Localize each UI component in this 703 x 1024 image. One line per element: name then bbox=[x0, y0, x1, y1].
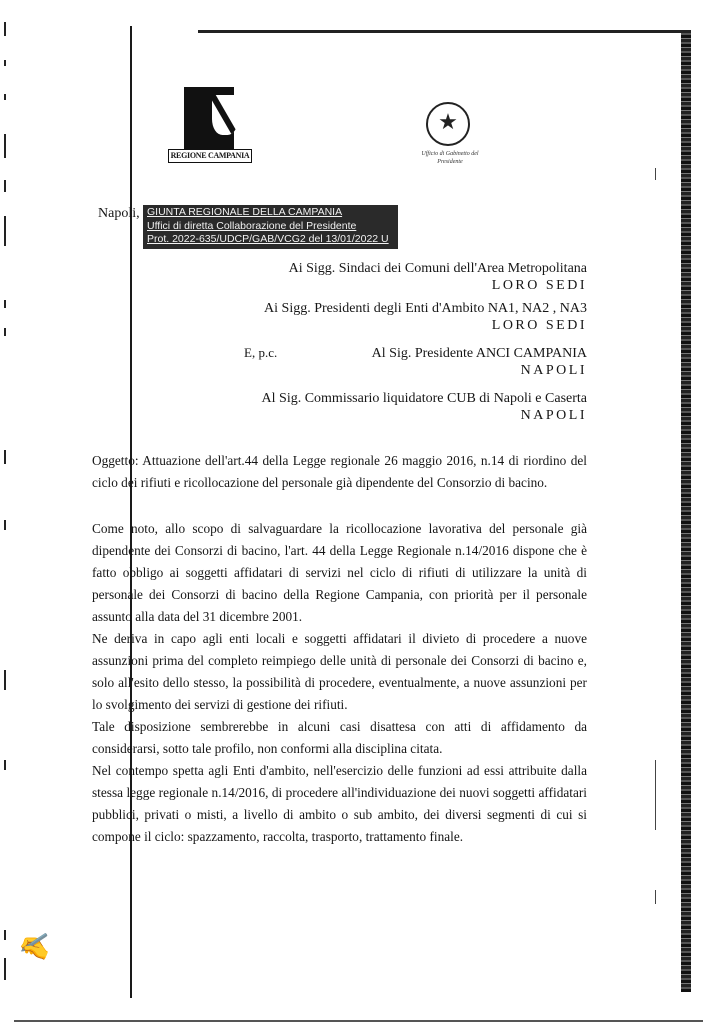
scan-edge-mark bbox=[4, 760, 6, 770]
recipient-location: LORO SEDI bbox=[491, 318, 587, 333]
paragraph: Ne deriva in capo agli enti locali e soggetti affidatari il divieto di procedere a nuove assunzioni prima del completo reimpiego delle unità di personale dei Consorzi di bacino e, solo all'esito dello stesso, la possibilità di procedere, eventualmente, a nuove assunzioni per lo svolgimento dei servizi di gestione dei rifiuti. bbox=[92, 631, 587, 712]
protocol-stamp bbox=[143, 205, 398, 249]
recipient-name: Ai Sigg. Presidenti degli Enti d'Ambito NA1, NA2 , NA3 bbox=[264, 301, 587, 316]
recipient-block bbox=[289, 260, 587, 294]
regione-campania-logo bbox=[168, 87, 250, 169]
recipient-location: LORO SEDI bbox=[491, 278, 587, 293]
scan-right-border bbox=[681, 30, 691, 992]
recipient-name: Al Sig. Commissario liquidatore CUB di Napoli e Caserta bbox=[261, 391, 587, 406]
cc-label: E, p.c. bbox=[244, 345, 278, 360]
scan-edge-mark bbox=[4, 450, 6, 464]
scan-top-border bbox=[198, 30, 691, 33]
place-label: Napoli, bbox=[98, 206, 140, 221]
scan-edge-mark bbox=[4, 670, 6, 690]
recipient-name: Ai Sigg. Sindaci dei Comuni dell'Area Metropolitana bbox=[288, 261, 587, 276]
subject bbox=[92, 450, 587, 494]
scan-edge-mark bbox=[4, 180, 6, 192]
scan-edge-mark bbox=[4, 520, 6, 530]
scan-edge-mark bbox=[4, 930, 6, 940]
logo-label: REGIONE CAMPANIA bbox=[168, 149, 252, 163]
stamp-line-2: Uffici di diretta Collaborazione del Presidente bbox=[147, 219, 357, 232]
emblem-caption: Ufficio di Gabinetto del Presidente bbox=[421, 151, 479, 165]
paragraph: Tale disposizione sembrerebbe in alcuni casi disattesa con atti di affidamento da considerarsi, sotto tale profilo, non conformi alla disciplina citata. bbox=[92, 719, 587, 756]
recipient-block bbox=[264, 300, 587, 334]
recipient-location: NAPOLI bbox=[520, 363, 587, 378]
scan-edge-mark bbox=[4, 134, 6, 158]
paragraph: Nel contempo spetta agli Enti d'ambito, nell'esercizio delle funzioni ad essi attribuite dalla stessa legge regionale n.14/2016, di procedere all'individuazione dei nuovi soggetti affidatari pubblici, privati o misti, a livello di ambito o sub ambito, dei diversi segmenti di cui si compone il ciclo: spazzamento, raccolta, trasporto, trattamento finale. bbox=[92, 763, 587, 844]
scan-edge-mark bbox=[4, 328, 6, 336]
scan-edge-mark bbox=[4, 216, 6, 246]
scan-bottom-line bbox=[14, 1020, 703, 1022]
recipient-name: Al Sig. Presidente ANCI CAMPANIA bbox=[371, 346, 587, 361]
scan-edge-mark bbox=[4, 60, 6, 66]
letter-body bbox=[92, 518, 587, 848]
scan-right-mark bbox=[655, 168, 656, 180]
italian-republic-emblem-icon: ★ bbox=[426, 102, 470, 146]
scan-edge-mark bbox=[4, 958, 6, 980]
scan-edge-mark bbox=[4, 300, 6, 308]
signature-initials-icon: ✍ bbox=[16, 925, 57, 964]
scan-vertical-line bbox=[130, 26, 132, 998]
scan-right-mark bbox=[655, 890, 656, 904]
coat-of-arms-icon bbox=[184, 87, 234, 149]
stamp-line-1: GIUNTA REGIONALE DELLA CAMPANIA bbox=[147, 206, 343, 218]
subject-text: Oggetto: Attuazione dell'art.44 della Legge regionale 26 maggio 2016, n.14 di riordino del ciclo dei rifiuti e ricollocazione del personale già dipendente del Consorzio di bacino. bbox=[92, 453, 587, 490]
stamp-line-3: Prot. 2022-635/UDCP/GAB/VCG2 del 13/01/2022 U bbox=[147, 233, 389, 245]
recipient-block bbox=[262, 390, 587, 424]
recipient-location: NAPOLI bbox=[520, 408, 587, 423]
scan-edge-mark bbox=[4, 22, 6, 36]
scan-right-mark bbox=[655, 760, 656, 830]
recipient-block bbox=[372, 345, 587, 379]
paragraph: Come noto, allo scopo di salvaguardare la ricollocazione lavorativa del personale già dipendente dei Consorzi di bacino, l'art. 44 della Legge Regionale n.14/2016 dispone che è fatto obbligo ai soggetti affidatari di servizi nel ciclo di rifiuti di utilizzare la unità di personale dei Consorzi di bacino della Regione Campania, con priorità per il personale assunto alla data del 31 dicembre 2001. bbox=[92, 521, 587, 624]
scan-edge-mark bbox=[4, 94, 6, 100]
